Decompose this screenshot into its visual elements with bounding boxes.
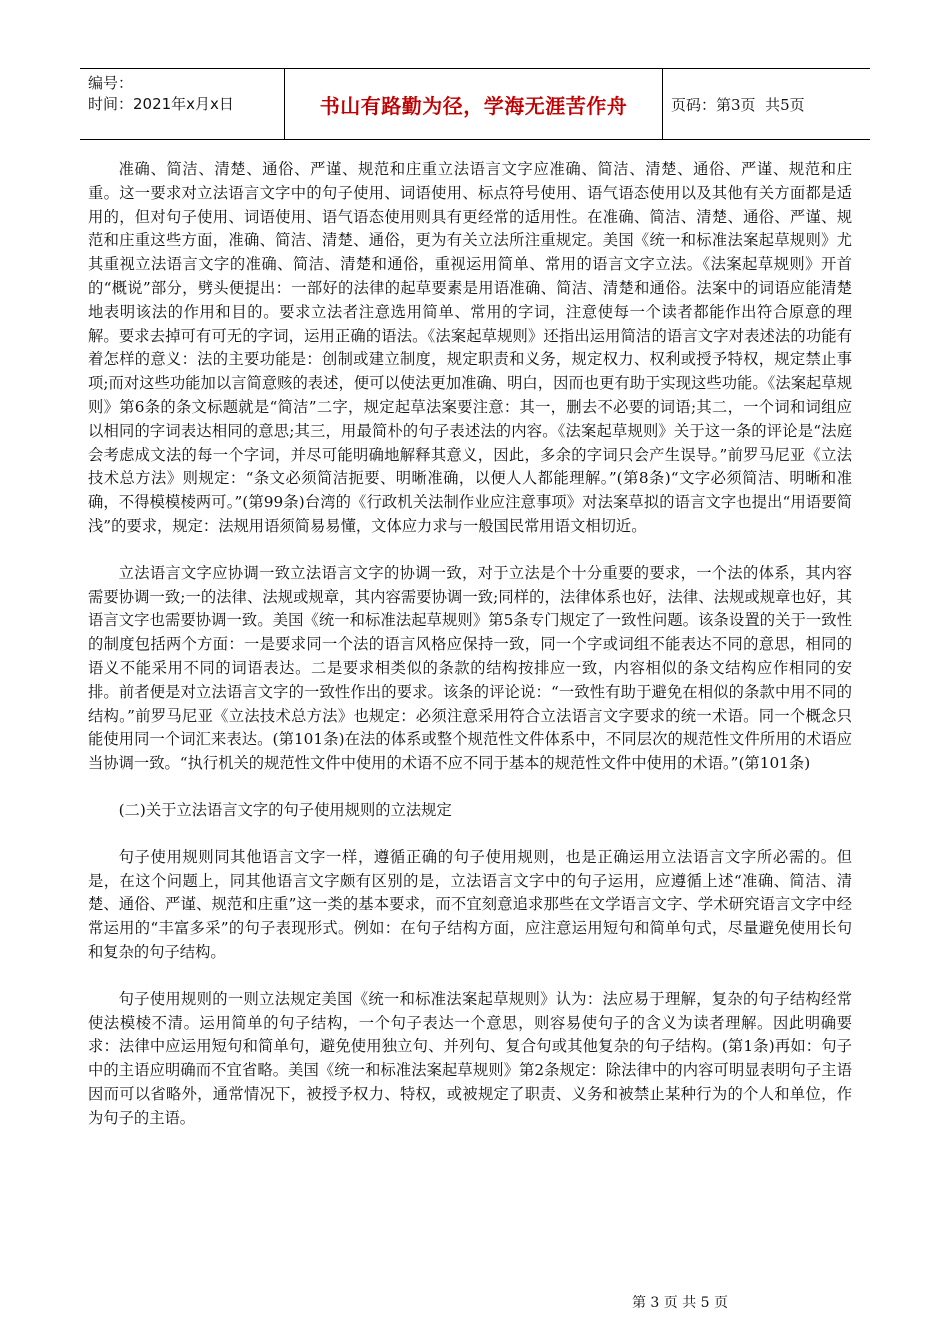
header-page-cell <box>663 69 870 139</box>
document-date: 时间：2021年x月x日 <box>88 95 234 113</box>
section-heading: (二)关于立法语言文字的句子使用规则的立法规定 <box>118 800 452 819</box>
paragraph-sentence-rules: 句子使用规则同其他语言文字一样，遵循正确的句子使用规则，也是正确运用立法语言文字所必需的。但是，在这个问题上，同其他语言文字颇有区别的是，立法语言文字中的句子运用，应遵循上述“准确、简洁、清楚、通俗、严谨、规范和庄重”这一类的基本要求，而不宜刻意追求那些在文学语言文字、学术研究语言文字中经常运用的“丰富多采”的句子表现形式。例如：在句子结构方面，应注意运用短句和简单句式，尽量避免使用长句和复杂的句子结构。 <box>88 847 852 961</box>
header-motto-cell <box>285 69 663 139</box>
document-body <box>88 158 852 1130</box>
header-page-number: 页码：第3页 共5页 <box>671 95 805 114</box>
page-header <box>80 68 870 140</box>
header-meta <box>80 69 285 139</box>
header-motto: 书山有路勤为径，学海无涯苦作舟 <box>319 93 628 118</box>
document-number-label: 编号： <box>88 74 134 92</box>
paragraph-consistency: 立法语言文字应协调一致立法语言文字的协调一致，对于立法是个十分重要的要求，一个法的体系，其内容需要协调一致;一的法律、法规或规章，其内容需要协调一致;同样的，法律体系也好，法律、法规或规章也好，其语言文字也需要协调一致。美国《统一和标准法起草规则》第5条专门规定了一致性问题。该条设置的关于一致性的制度包括两个方面：一是要求同一个法的语言风格应保持一致，同一个字或词组不能表达不同的意思，相同的语义不能采用不同的词语表达。二是要求相类似的条款的结构按排应一致，内容相似的条文结构应作相同的安排。前者便是对立法语言文字的一致性作出的要求。该条的评论说：“一致性有助于避免在相似的条款中用不同的结构。”前罗马尼亚《立法技术总方法》也规定：必须注意采用符合立法语言文字要求的统一术语。同一个概念只能使用同一个词汇来表达。(第101条)在法的体系或整个规范性文件体系中，不同层次的规范性文件所用的术语应当协调一致。“执行机关的规范性文件中使用的术语不应不同于基本的规范性文件中使用的术语。”(第101条) <box>88 563 852 773</box>
paragraph-sentence-provisions: 句子使用规则的一则立法规定美国《统一和标准法案起草规则》认为：法应易于理解，复杂的句子结构经常使法模棱不清。运用简单的句子结构，一个句子表达一个意思，则容易使句子的含义为读者理解。因此明确要求：法律中应运用短句和简单句，避免使用独立句、并列句、复合句或其他复杂的句子结构。(第1条)再如：句子中的主语应明确而不宜省略。美国《统一和标准法案起草规则》第2条规定：除法律中的内容可明显表明句子主语因而可以省略外，通常情况下，被授予权力、特权，或被规定了职责、义务和被禁止某种行为的个人和单位，作为句子的主语。 <box>88 989 852 1127</box>
page-footer: 第 3 页 共 5 页 <box>631 1295 729 1311</box>
paragraph-accuracy: 准确、简洁、清楚、通俗、严谨、规范和庄重立法语言文字应准确、简洁、清楚、通俗、严谨、规范和庄重。这一要求对立法语言文字中的句子使用、词语使用、标点符号使用、语气语态使用以及其他有关方面都是适用的，但对句子使用、词语使用、语气语态使用则具有更经常的适用性。在准确、简洁、清楚、通俗、严谨、规范和庄重这些方面，准确、简洁、清楚、通俗，更为有关立法所注重规定。美国《统一和标准法案起草规则》尤其重视立法语言文字的准确、简洁、清楚和通俗，重视运用简单、常用的语言文字立法。《法案起草规则》开首的“概说”部分，劈头便提出：一部好的法律的起草要素是用语准确、简洁、清楚和通俗。法案中的词语应能清楚地表明该法的作用和目的。要求立法者注意选用简单、常用的字词，注意使每一个读者都能作出符合原意的理解。要求去掉可有可无的字词，运用正确的语法。《法案起草规则》还指出运用简洁的语言文字对表述法的功能有着怎样的意义：法的主要功能是：创制或建立制度，规定职责和义务，规定权力、权利或授予特权，规定禁止事项;而对这些功能加以言简意赅的表述，便可以使法更加准确、明白，因而也更有助于实现这些功能。《法案起草规则》第6条的条文标题就是“简洁”二字，规定起草法案要注意：其一，删去不必要的词语;其二，一个词和词组应以相同的字词表达相同的意思;其三，用最简朴的句子表述法的内容。《法案起草规则》关于这一条的评论是“法庭会考虑成文法的每一个字词，并尽可能明确地解释其意义，因此，多余的字词只会产生误导。”前罗马尼亚《立法技术总方法》则规定：“条文必须简洁扼要、明晰准确，以便人人都能理解。”(第8条)“文字必须简洁、明晰和准确，不得模模棱两可。”(第99条)台湾的《行政机关法制作业应注意事项》对法案草拟的语言文字也提出“用语要简浅”的要求，规定：法规用语须简易易懂，文体应力求与一般国民常用语文相切近。 <box>88 160 852 535</box>
